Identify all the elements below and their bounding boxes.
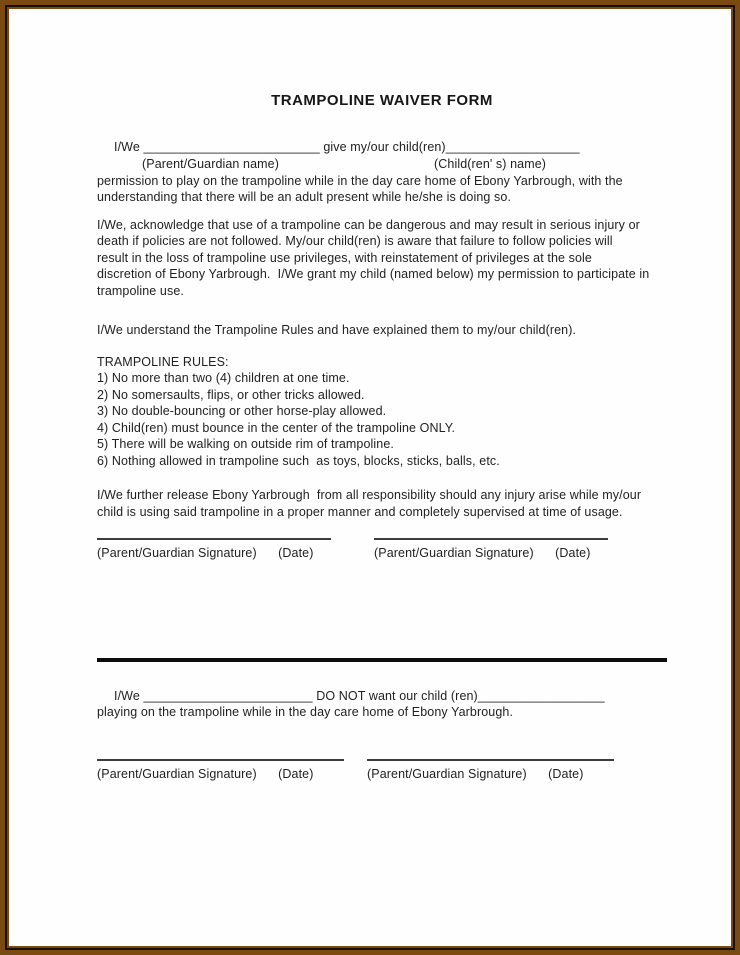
rule-item: 3) No double-bouncing or other horse-play allowed. xyxy=(97,404,387,418)
signature-date-label: (Parent/Guardian Signature) (Date) xyxy=(374,546,591,560)
signature-block xyxy=(367,743,614,783)
document-page xyxy=(9,9,731,946)
signature-line xyxy=(97,522,331,540)
release-paragraph xyxy=(97,487,661,520)
signature-line xyxy=(374,522,608,540)
rules-heading: TRAMPOLINE RULES: xyxy=(97,354,229,369)
rule-item: 1) No more than two (4) children at one time. xyxy=(97,371,350,385)
signature-date-label: (Parent/Guardian Signature) (Date) xyxy=(97,546,314,560)
section-divider-line xyxy=(97,658,667,662)
page-title: TRAMPOLINE WAIVER FORM xyxy=(271,92,493,109)
permission-fill-in-line: I/We _________________________ give my/our child(ren)___________________ xyxy=(114,140,580,154)
acknowledge-line: discretion of Ebony Yarbrough. I/We grant my child (named below) my permission to participate in xyxy=(97,267,650,281)
understand-rules-line: I/We understand the Trampoline Rules and have explained them to my/our child(ren). xyxy=(97,323,577,337)
acknowledge-line: death if policies are not followed. My/our child(ren) is aware that failure to follow policies will xyxy=(97,234,613,248)
decorative-frame-black xyxy=(5,5,735,950)
release-line: I/We further release Ebony Yarbrough from all responsibility should any injury arise while my/our xyxy=(97,488,642,502)
signature-line xyxy=(97,743,344,761)
rule-item: 4) Child(ren) must bounce in the center of the trampoline ONLY. xyxy=(97,420,456,435)
permission-body-line: permission to play on the trampoline while in the day care home of Ebony Yarbrough, with the xyxy=(97,173,623,188)
permission-body-line: understanding that there will be an adult present while he/she is doing so. xyxy=(97,190,512,204)
signature-block xyxy=(97,743,344,783)
decorative-frame-inner xyxy=(7,7,733,948)
acknowledge-line: I/We, acknowledge that use of a trampoline can be dangerous and may result in serious injury or xyxy=(97,217,640,232)
name-labels-row xyxy=(97,156,667,173)
rule-item: 6) Nothing allowed in trampoline such as toys, blocks, sticks, balls, etc. xyxy=(97,453,500,468)
opt-out-fill-in-line: I/We ________________________ DO NOT want our child (ren)__________________ xyxy=(114,688,605,703)
signature-line xyxy=(367,743,614,761)
child-name-label: (Child(ren' s) name) xyxy=(434,156,547,171)
release-line: child is using said trampoline in a proper manner and completely supervised at time of usage. xyxy=(97,504,623,519)
signature-block xyxy=(374,522,608,562)
signature-date-label: (Parent/Guardian Signature) (Date) xyxy=(367,766,584,781)
acknowledge-line: result in the loss of trampoline use privileges, with reinstatement of privileges at the sole xyxy=(97,250,592,265)
signature-block xyxy=(97,522,331,562)
rule-item: 2) No somersaults, flips, or other tricks allowed. xyxy=(97,387,365,402)
rule-item: 5) There will be walking on outside rim of trampoline. xyxy=(97,437,394,451)
acknowledge-paragraph xyxy=(97,217,661,300)
parent-guardian-name-label: (Parent/Guardian name) xyxy=(142,156,279,171)
signature-row-section1 xyxy=(97,522,661,562)
signature-date-label: (Parent/Guardian Signature) (Date) xyxy=(97,766,314,781)
signature-row-section2 xyxy=(97,743,661,783)
opt-out-body-line: playing on the trampoline while in the day care home of Ebony Yarbrough. xyxy=(97,705,514,719)
acknowledge-line: trampoline use. xyxy=(97,283,184,298)
